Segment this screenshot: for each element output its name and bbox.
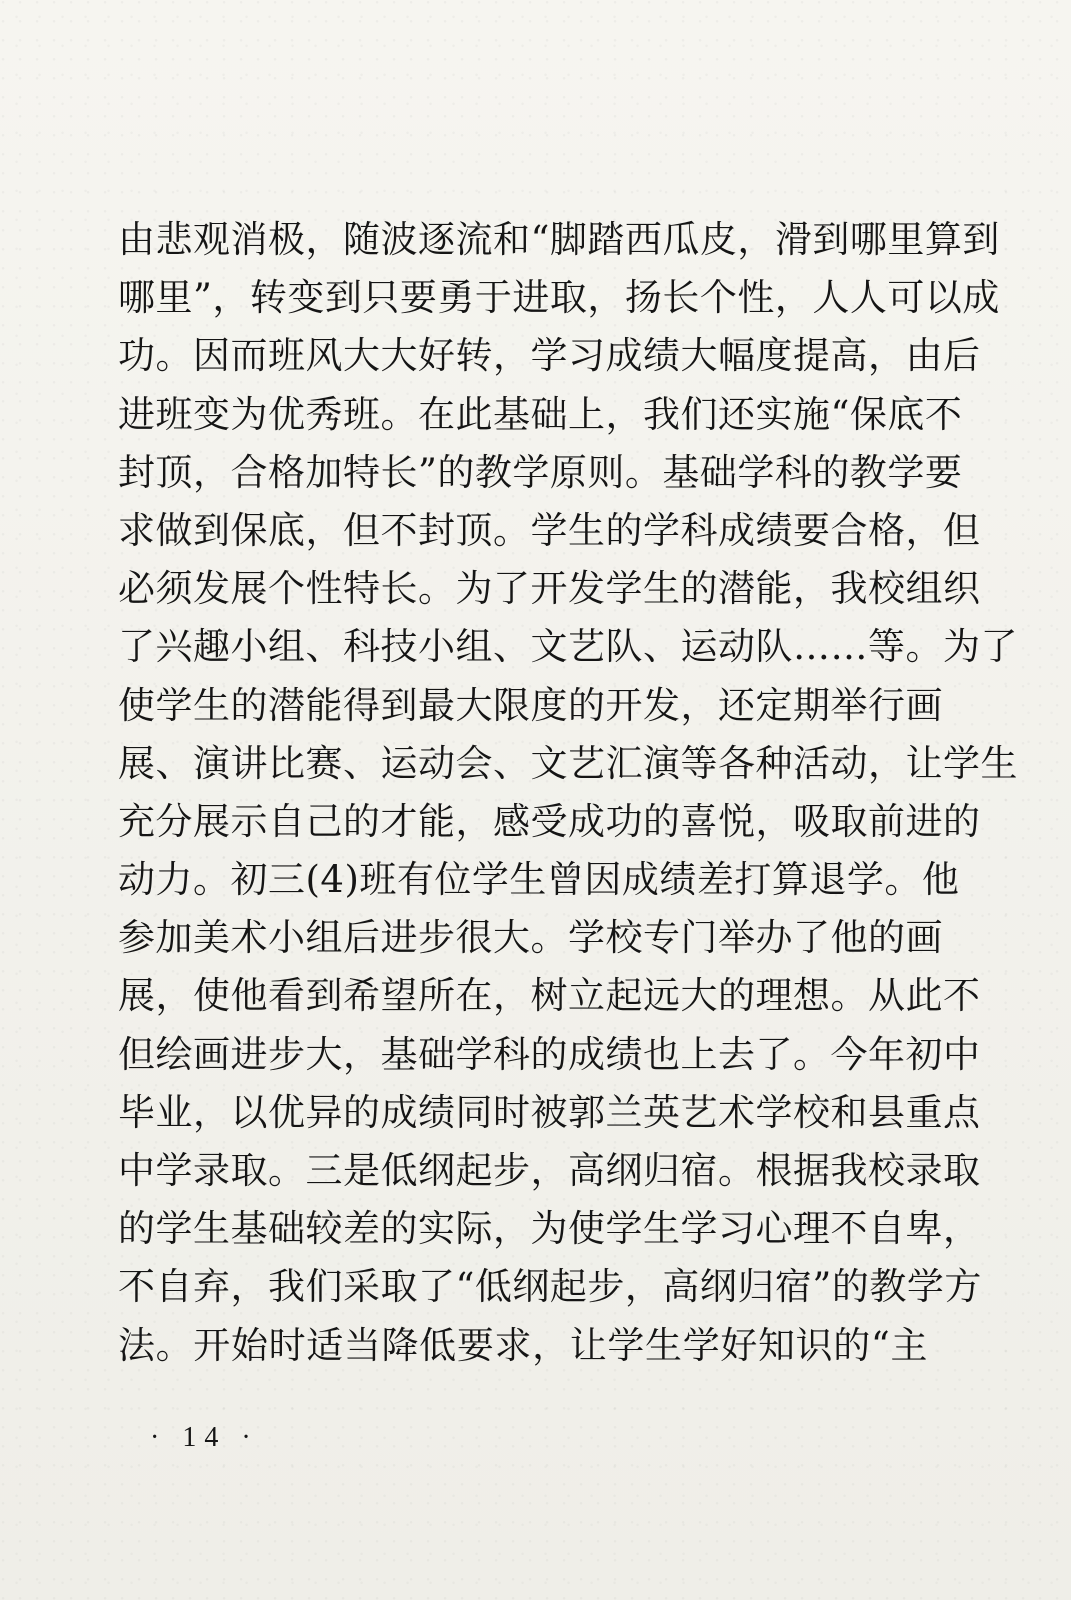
text-line-8: 了兴趣小组、科技小组、文艺队、运动队……等。为了 [118,625,1018,669]
text-line-15: 但绘画进步大，基础学科的成绩也上去了。今年初中 [118,1032,981,1076]
text-line-14: 展，使他看到希望所在，树立起远大的理想。从此不 [118,974,981,1018]
page-number: · 14 · [150,1422,259,1453]
text-line-9: 使学生的潜能得到最大限度的开发，还定期举行画 [118,683,943,727]
text-line-4: 进班变为优秀班。在此基础上，我们还实施“保底不 [118,392,963,436]
text-line-20: 法。开始时适当降低要求，让学生学好知识的“主 [118,1323,928,1367]
text-line-16: 毕业，以优异的成绩同时被郭兰英艺术学校和县重点 [118,1090,981,1134]
text-line-18: 的学生基础较差的实际，为使学生学习心理不自卑， [118,1207,981,1251]
text-line-1: 由悲观消极，随波逐流和“脚踏西瓜皮，滑到哪里算到 [118,218,1000,261]
text-line-12: 动力。初三(4)班有位学生曾因成绩差打算退学。他 [118,858,960,902]
text-line-19: 不自弃，我们采取了“低纲起步，高纲归宿”的教学方 [118,1265,982,1309]
text-line-11: 充分展示自己的才能，感受成功的喜悦，吸取前进的 [118,799,981,843]
text-line-6: 求做到保底，但不封顶。学生的学科成绩要合格，但 [118,508,981,552]
text-line-17: 中学录取。三是低纲起步，高纲归宿。根据我校录取 [118,1149,981,1192]
text-line-7: 必须发展个性特长。为了开发学生的潜能，我校组织 [118,567,981,611]
body-text [118,211,1018,1375]
text-line-10: 展、演讲比赛、运动会、文艺汇演等各种活动，让学生 [118,741,1018,785]
text-line-3: 功。因而班风大大好转，学习成绩大幅度提高，由后 [118,334,981,378]
text-line-2: 哪里”，转变到只要勇于进取，扬长个性，人人可以成 [118,276,1000,320]
text-line-5: 封顶，合格加特长”的教学原则。基础学科的教学要 [118,450,963,494]
text-line-13: 参加美术小组后进步很大。学校专门举办了他的画 [118,916,943,960]
